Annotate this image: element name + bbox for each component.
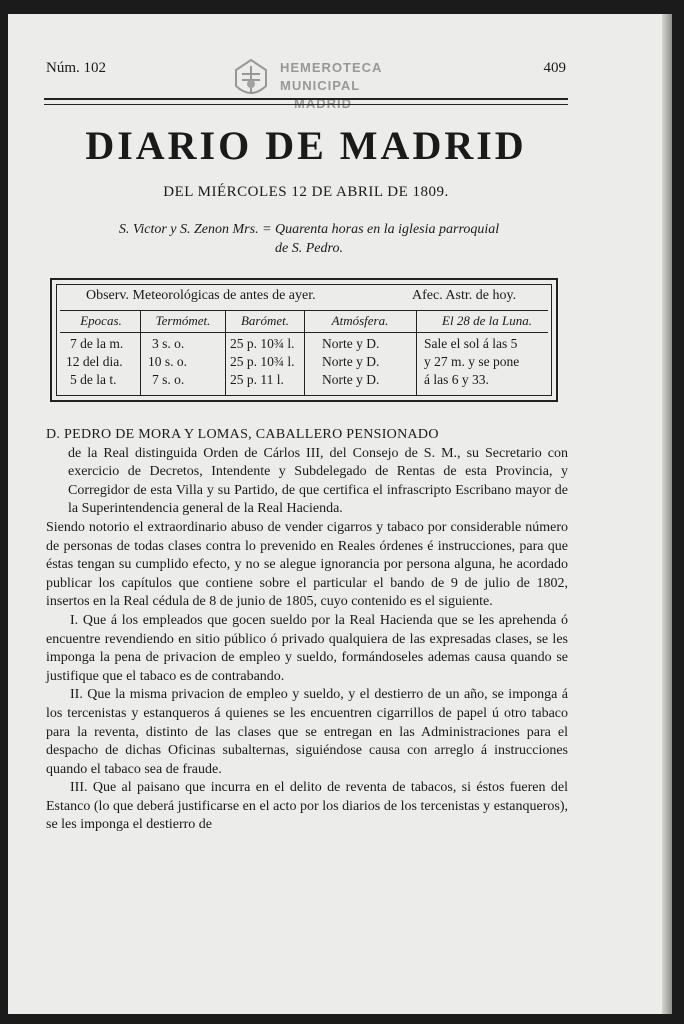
column-header-termometro: Termómet. <box>155 313 211 328</box>
row-3-barometro: 25 p. 11 l. <box>230 372 284 387</box>
row-3-atmosfera: Norte y D. <box>322 372 380 387</box>
article-item-1: I. Que á los empleados que gocen sueldo por la Real Hacienda que se les aprehenda ó encuentre revendiendo en sitio público ó privado qualquiera de las expresadas clases, se les imponga la pena de privacion de empleo y sueldo, formándoseles ademas causa quando se justifique que el tabaco es de contrabando. <box>46 612 568 684</box>
column-header-luna: El 28 de la Luna. <box>442 313 532 328</box>
header-rule-thick <box>44 98 568 100</box>
stamp-text-line1: HEMEROTECA <box>280 60 383 75</box>
astro-line-2: y 27 m. y se pone <box>424 354 520 369</box>
page-number: 409 <box>543 60 566 76</box>
astro-heading: Afec. Astr. de hoy. <box>412 288 517 303</box>
column-line <box>304 310 305 396</box>
saints-of-the-day <box>54 220 564 258</box>
column-line <box>140 310 141 396</box>
article-item-3: III. Que al paisano que incurra en el delito de reventa de tabacos, si éstos fueren del Estanco (lo que deberá justificarse en el acto por los diarios de los tercenistas y estanqueros), se les imponga el destierro de <box>46 780 568 833</box>
column-header-barometro: Barómet. <box>240 313 290 328</box>
crest-icon <box>230 56 272 102</box>
row-2-barometro: 25 p. 10¾ l. <box>230 354 295 369</box>
row-1-termometro: 3 s. o. <box>152 336 185 351</box>
astro-line-1: Sale el sol á las 5 <box>424 336 518 351</box>
row-2-epoca: 12 del dia. <box>66 354 123 369</box>
row-3-epoca: 5 de la t. <box>70 372 117 387</box>
header-rule-thin <box>44 104 568 105</box>
row-3-termometro: 7 s. o. <box>152 372 185 387</box>
masthead-title: DIARIO DE MADRID <box>85 123 527 168</box>
stamp-text-line2: MUNICIPAL <box>280 78 361 93</box>
article-item-2: II. Que la misma privacion de empleo y sueldo, y el destierro de un año, se imponga á los tercenistas y estanqueros á quienes se les encuentren cigarrillos de papel ú otro tabaco para la reventa, distinto de las clases que se entregan en las Administraciones para el despacho de dichas Oficinas subalternas, siguiéndose causa con arreglo á instrucciones quando el tabaco sea de fraude. <box>46 687 568 777</box>
article-heading-continuation: de la Real distinguida Orden de Cárlos III, del Consejo de S. M., su Secretario con exercicio de Decretos, Intendente y Subdelegado de Rentas de esta Provincia, y Corregidor de esta Villa y su Partido, de que certifica el infrascripto Escribano mayor de la Superintendencia general de la Real Hacienda. <box>68 445 568 517</box>
column-line <box>416 310 417 396</box>
column-line <box>225 310 226 396</box>
stamp-text-line3: MADRID <box>294 96 352 111</box>
row-2-termometro: 10 s. o. <box>148 354 188 369</box>
library-stamp <box>230 56 420 114</box>
issue-number: Núm. 102 <box>46 60 106 76</box>
saints-line-1: S. Victor y S. Zenon Mrs. = Quarenta horas en la iglesia parroquial <box>118 222 500 237</box>
article-intro: Siendo notorio el extraordinario abuso de vender cigarros y tabaco por considerable número de personas de todas clases contra lo prevenido en Reales órdenes é instrucciones, para que éstas tengan su cumplido efecto, y no se alegue ignorancia por persona alguna, he acordado publicar los capítulos que contiene sobre el particular el bando de 9 de julio de 1802, insertos en la Real cédula de 8 de junio de 1805, cuyo contenido es el siguiente. <box>46 519 568 610</box>
page-edge-shadow <box>662 14 672 1014</box>
weather-heading: Observ. Meteorológicas de antes de ayer. <box>86 288 316 303</box>
row-1-epoca: 7 de la m. <box>70 336 124 351</box>
saints-line-2: de S. Pedro. <box>275 241 343 256</box>
article-body <box>46 426 568 835</box>
weather-table <box>50 278 558 402</box>
row-2-atmosfera: Norte y D. <box>322 354 380 369</box>
newspaper-page <box>8 14 672 1014</box>
row-1-atmosfera: Norte y D. <box>322 336 380 351</box>
astro-line-3: á las 6 y 33. <box>424 372 489 387</box>
column-header-atmosfera: Atmósfera. <box>331 313 389 328</box>
article-heading: D. PEDRO DE MORA Y LOMAS, CABALLERO PENSIONADO <box>46 427 439 442</box>
column-header-epocas: Epocas. <box>80 313 122 328</box>
row-1-barometro: 25 p. 10¾ l. <box>230 336 295 351</box>
masthead-date: DEL MIÉRCOLES 12 DE ABRIL DE 1809. <box>163 184 449 200</box>
